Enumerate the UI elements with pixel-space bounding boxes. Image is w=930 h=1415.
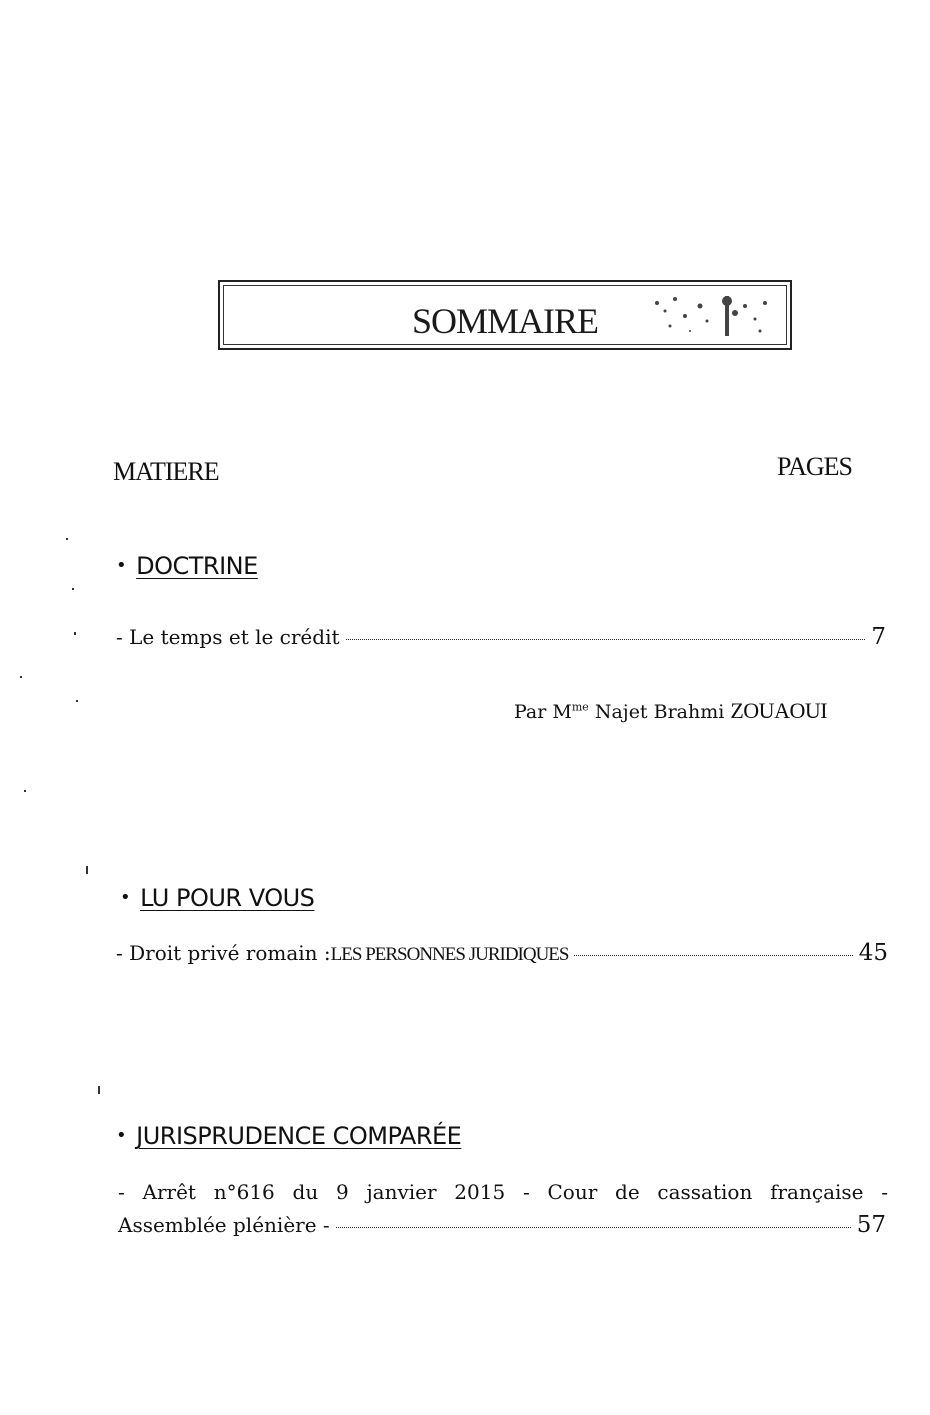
toc-entry — [116, 940, 888, 966]
section-heading-doctrine: • DOCTRINE — [116, 552, 258, 580]
section-heading-jurisprudence-comparee: • JURISPRUDENCE COMPARÉE — [116, 1122, 462, 1150]
toc-entry — [118, 1212, 886, 1238]
bullet-icon: • — [120, 887, 131, 908]
scan-speck — [72, 588, 74, 590]
toc-entry — [116, 624, 886, 650]
entry-title-line-2: Assemblée plénière - — [118, 1213, 330, 1237]
bullet-icon: • — [116, 555, 127, 576]
entry-page-number: 57 — [856, 1212, 886, 1238]
dot-leader — [336, 1227, 851, 1228]
scan-speck — [86, 866, 88, 874]
scan-speck — [20, 676, 22, 678]
scan-speck — [74, 632, 76, 635]
bullet-icon: • — [116, 1125, 127, 1146]
ornament-icon — [645, 291, 785, 346]
dot-leader — [346, 639, 866, 640]
author-line: Par $M^{me}$ Najet Brahmi ZOUAOUI — [514, 698, 828, 723]
entry-title: - Le temps et le crédit — [116, 625, 340, 649]
column-header-matiere: MATIERE — [113, 457, 219, 486]
author-name: Najet Brahmi — [594, 701, 725, 723]
entry-title-line-1: - Arrêt n°616 du 9 janvier 2015 - Cour de cassation française - — [118, 1180, 888, 1204]
scan-speck — [24, 790, 26, 792]
author-surname: ZOUAOUI — [730, 698, 828, 723]
dot-leader — [574, 955, 852, 956]
column-header-pages: PAGES — [777, 452, 852, 481]
entry-title: - Droit privé romain : — [116, 941, 331, 965]
section-heading-lu-pour-vous: • LU POUR VOUS — [120, 884, 315, 912]
scan-speck — [66, 538, 68, 540]
scan-speck — [76, 700, 78, 702]
scan-speck — [98, 1086, 100, 1094]
entry-title-caps: LES PERSONNES JURIDIQUES — [330, 944, 569, 965]
page-title: SOMMAIRE — [411, 301, 599, 341]
entry-page-number: 7 — [871, 624, 886, 650]
entry-page-number: 45 — [858, 940, 888, 966]
